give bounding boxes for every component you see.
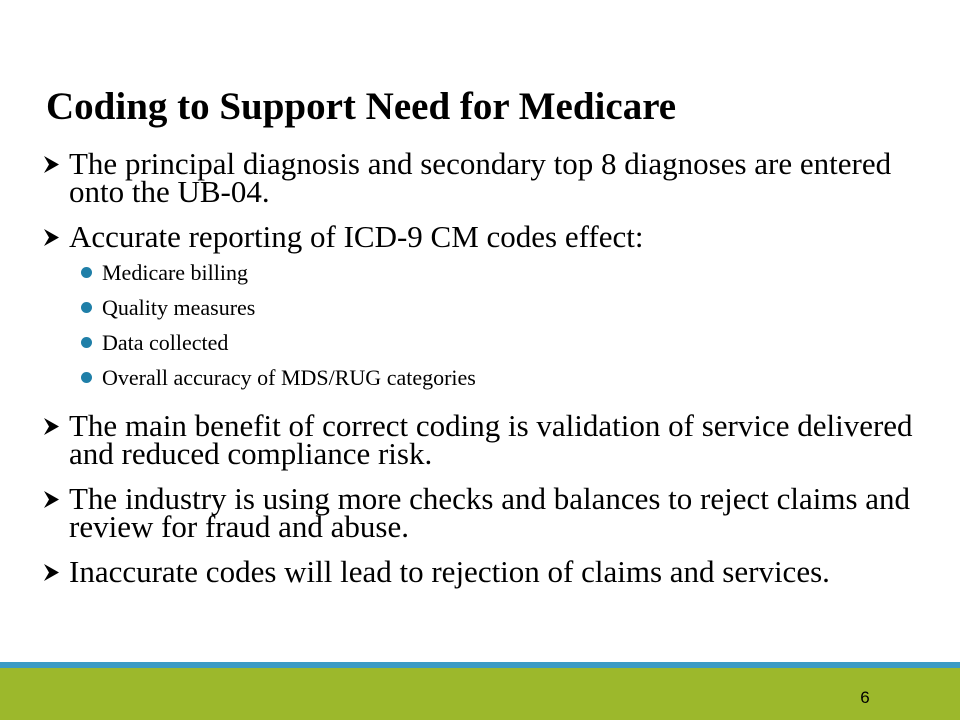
arrowhead-bullet-icon (44, 491, 59, 508)
sub-bullet-item (69, 360, 944, 395)
bullet-item (44, 219, 944, 395)
bullet-text: The principal diagnosis and secondary top 8 diagnoses are entered onto the UB-04. (69, 146, 892, 209)
sub-bullet-text: Data collected (102, 330, 229, 355)
bullet-text: Inaccurate codes will lead to rejection of claims and services. (69, 554, 830, 589)
dot-bullet-icon (81, 267, 92, 278)
bullet-item (44, 554, 944, 589)
bullet-text: The main benefit of correct coding is validation of service delivered and reduced compliance risk. (69, 408, 913, 471)
arrowhead-bullet-icon (44, 564, 59, 581)
slide-title: Coding to Support Need for Medicare (46, 85, 677, 128)
sub-bullet-text: Quality measures (102, 295, 256, 320)
sub-bullet-item (69, 325, 944, 360)
sub-bullet-item (69, 255, 944, 290)
page-number: 6 (860, 688, 870, 707)
arrowhead-bullet-icon (44, 229, 59, 246)
footer-band (0, 668, 960, 720)
sub-bullet-text: Medicare billing (102, 260, 249, 285)
bullet-item (44, 408, 944, 471)
dot-bullet-icon (81, 302, 92, 313)
dot-bullet-icon (81, 337, 92, 348)
arrowhead-bullet-icon (44, 418, 59, 435)
bullet-text: The industry is using more checks and balances to reject claims and review for fraud and abuse. (69, 481, 911, 544)
bullet-item (44, 481, 944, 544)
sub-bullet-item (69, 290, 944, 325)
bullet-item (44, 146, 944, 209)
dot-bullet-icon (81, 372, 92, 383)
bullet-list (44, 146, 944, 603)
arrowhead-bullet-icon (44, 156, 59, 173)
sub-bullet-text: Overall accuracy of MDS/RUG categories (102, 365, 476, 390)
sub-bullet-list (69, 255, 944, 395)
bullet-text: Accurate reporting of ICD-9 CM codes effect: (69, 219, 644, 254)
